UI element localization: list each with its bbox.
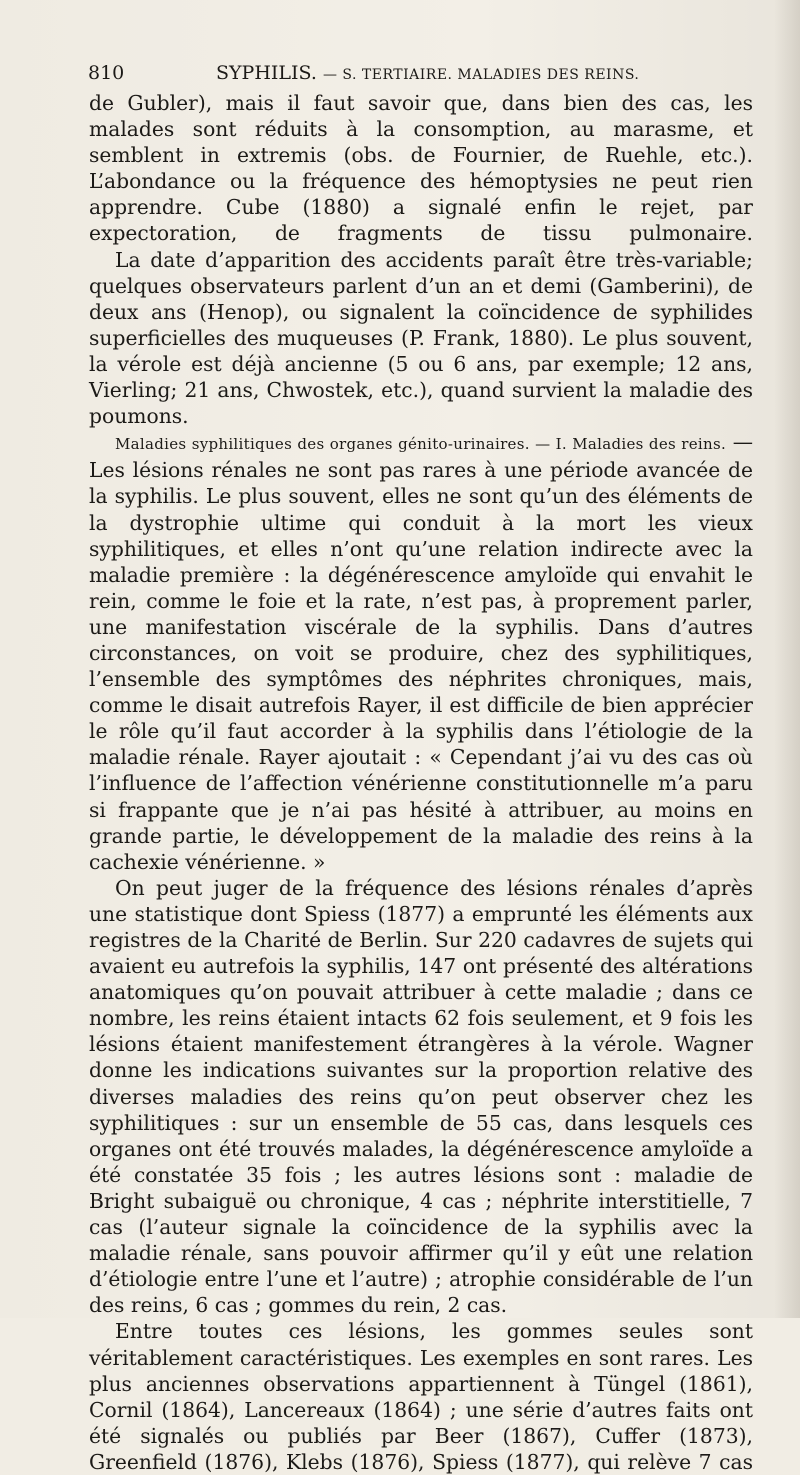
- paragraph-text: Entre toutes ces lésions, les gommes seules sont véritablement caractéristiques. Les exemples en sont rares. Les plus anciennes observations appartiennent à Tüngel (1861), Cornil (1864), Lancereaux (1864) ; une série d’autres faits ont été signalés ou publiés par Beer (1867), Cuffer (1873), Greenfield (1876), Klebs (1876), Spiess (1877), qui relève 7 cas: [89, 1319, 753, 1474]
- page-edge-shadow: [774, 0, 800, 1318]
- paragraph-text: — Les lésions rénales ne sont pas rares à une période avancée de la syphilis. Le plus souvent, elles ne sont qu’un des éléments de la dystrophie ultime qui conduit à la mort les vieux syphilitiques, et elles n’ont qu’une relation indirecte avec la maladie première : la dégénérescence amyloïde qui envahit le rein, comme le foie et la rate, n’est pas, à proprement parler, une manifestation viscérale de la syphilis. Dans d’autres circonstances, on voit se produire, chez des syphilitiques, l’ensemble des symptômes des néphrites chroniques, mais, comme le disait autrefois Rayer, il est difficile de bien apprécier le rôle qu’il faut accorder à la syphilis dans l’étiologie de la maladie rénale. Rayer ajoutait : « Cependant j’ai vu des cas où l’influence de l’affection vénérienne constitutionnelle m’a paru si frappante que je n’ai pas hésité à attribuer, au moins en grande partie, le développement de la maladie des reins à la cachexie vénérienne. »: [89, 430, 754, 874]
- running-title-group: [216, 58, 639, 90]
- running-header: [88, 58, 753, 88]
- running-subtitle: — S. TERTIAIRE. MALADIES DES REINS.: [322, 67, 640, 83]
- paragraph: [89, 429, 753, 875]
- paragraph: [89, 247, 753, 430]
- paragraph-text: La date d’apparition des accidents paraît être très-variable; quelques observateurs parlent d’un an et demi (Gamberini), de deux ans (Henop), ou signalent la coïncidence de syphilides superficielles des muqueuses (P. Frank, 1880). Le plus souvent, la vérole est déjà ancienne (5 ou 6 ans, par exemple; 12 ans, Vierling; 21 ans, Chwostek, etc.), quand survient la maladie des poumons.: [89, 247, 753, 429]
- paragraph-text: de Gubler), mais il faut savoir que, dans bien des cas, les malades sont réduits à la consomption, au marasme, et semblent in extremis (obs. de Fournier, de Ruehle, etc.). L’abondance ou la fréquence des hémoptysies ne peut rien apprendre. Cube (1880) a signalé enfin le rejet, par expectoration, de fragments de tissu pulmonaire.: [89, 91, 753, 246]
- paragraph: [89, 875, 753, 1319]
- paragraph: [89, 1318, 753, 1475]
- section-heading: Maladies syphilitiques des organes génito-urinaires. — I. Maladies des reins.: [115, 435, 727, 454]
- paragraph: [89, 90, 753, 247]
- paragraph-text: On peut juger de la fréquence des lésions rénales d’après une statistique dont Spiess (1877) a emprunté les éléments aux registres de la Charité de Berlin. Sur 220 cadavres de sujets qui avaient eu autrefois la syphilis, 147 ont présenté des altérations anatomiques qu’on pouvait attribuer à cette maladie ; dans ce nombre, les reins étaient intacts 62 fois seulement, et 9 fois les lésions étaient manifestement étrangères à la vérole. Wagner donne les indications suivantes sur la proportion relative des diverses maladies des reins qu’on peut observer chez les syphilitiques : sur un ensemble de 55 cas, dans lesquels ces organes ont été trouvés malades, la dégénérescence amyloïde a été constatée 35 fois ; les autres lésions sont : maladie de Bright subaiguë ou chronique, 4 cas ; néphrite interstitielle, 7 cas (l’auteur signale la coïncidence de la syphilis avec la maladie rénale, sans pouvoir affirmer qu’il y eût une relation d’étiologie entre l’une et l’autre) ; atrophie considérable de l’un des reins, 6 cas ; gommes du rein, 2 cas.: [89, 875, 753, 1318]
- body-text: [89, 90, 753, 1475]
- page-number: 810: [88, 62, 125, 84]
- running-title: SYPHILIS.: [216, 62, 317, 84]
